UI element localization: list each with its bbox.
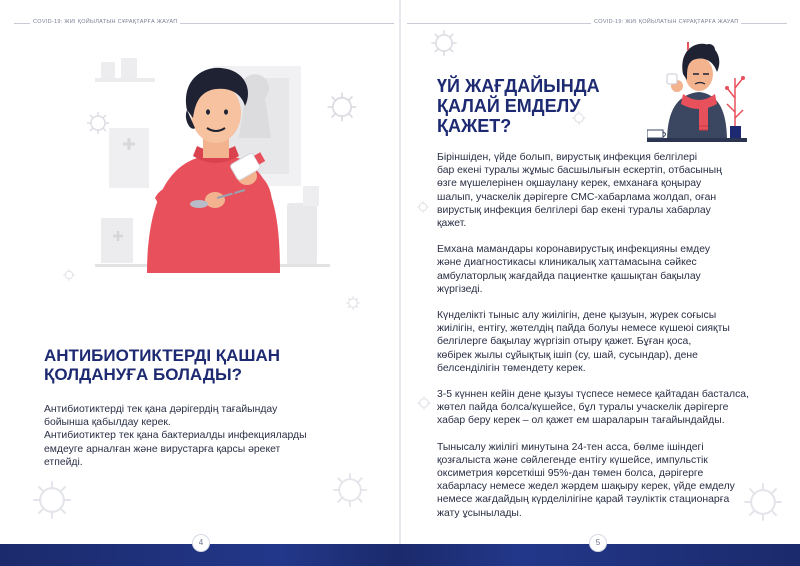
paragraph	[437, 243, 789, 296]
right-page	[401, 0, 800, 566]
text-line: немесе жағдайдың күрделілігіне қарай тәуліктік стационарға	[437, 494, 730, 506]
paragraph	[437, 441, 789, 520]
text-line: хабарласу немесе жедел жәрдем шақыру керек, үйде емделу	[437, 481, 735, 493]
text-line: жату ұсынылады.	[437, 507, 522, 519]
virus-icon	[345, 295, 361, 311]
page-number: 4	[193, 535, 209, 551]
paragraph	[437, 151, 789, 230]
heading-line: ҚАЖЕТ?	[437, 116, 512, 137]
footer-band	[0, 544, 800, 566]
text-line: Күнделікті тыныс алу жиілігін, дене қызуын, жүрек соғысы	[437, 310, 717, 322]
section-heading	[44, 346, 364, 384]
heading-line: ҮЙ ЖАҒДАЙЫНДА	[437, 76, 600, 96]
text-line: шалып, учаскелік дәрігерге СМС-хабарлама жолдап, оған	[437, 191, 717, 203]
text-line: белгілерге бақылау жүргізіп отыру қажет. Бұған қоса,	[437, 336, 692, 348]
page-number: 5	[590, 535, 606, 551]
heading-line: АНТИБИОТИКТЕРДІ ҚАШАН	[44, 346, 281, 365]
text-line: қажет.	[437, 218, 467, 230]
text-line: етпейді.	[44, 456, 83, 468]
body-paragraph	[44, 403, 374, 469]
running-header: COVID-19: ЖИІ ҚОЙЫЛАТЫН СҰРАҚТАРҒА ЖАУАП	[591, 19, 741, 25]
heading-line: ҚОЛДАНУҒА БОЛАДЫ?	[44, 365, 242, 385]
text-line: қозғалыста және сөйлегенде ентігу күшейсе, импульстік	[437, 454, 708, 466]
section-heading	[437, 76, 657, 136]
text-line: Біріншіден, үйде болып, вирустық инфекция белгілері	[437, 152, 698, 163]
text-line: емдеуге арналған және вирустарға қарсы әрекет	[44, 443, 281, 455]
heading-line: ҚАЛАЙ ЕМДЕЛУ	[437, 96, 581, 117]
woman-medicine-illustration	[95, 58, 335, 273]
text-line: Антибиотиктер тек қана бактериалды инфекцияларды	[44, 430, 307, 442]
virus-icon	[416, 200, 430, 214]
paragraph	[437, 309, 789, 375]
virus-icon	[416, 395, 432, 411]
text-line: Антибиотиктерді тек қана дәрігердің тағайындау	[44, 404, 278, 415]
virus-icon	[30, 478, 74, 522]
sick-woman-tea-illustration	[647, 38, 747, 142]
text-line: көбірек жылы сұйықтық ішіп (су, шай, сусындар), дене	[437, 349, 698, 361]
text-line: амбулаторлық жағдайда пациентке қашықтан бақылау	[437, 270, 701, 282]
text-line: Емхана мамандары коронавирустық инфекцияны емдеу	[437, 244, 711, 256]
virus-icon	[429, 28, 459, 58]
virus-icon	[62, 268, 76, 282]
body-text	[437, 151, 789, 533]
text-line: Тынысалу жиілігі минутына 24-тен асса, бөлме ішіндегі	[437, 441, 704, 453]
text-line: белсенділігін төмендету керек.	[437, 362, 586, 374]
text-line: және диагностикасы клиникалық хаттамасына сәйкес	[437, 257, 697, 269]
text-line: вирустық инфекция белгілері бар екені туралы хабарлау	[437, 204, 711, 216]
text-line: жиілігін, ентігу, жөтелдің пайда болуы немесе күшеюі сияқты	[437, 323, 730, 335]
text-line: хабар беру керек – ол қажет ем шараларын тағайындайды.	[437, 415, 725, 427]
text-line: жүргізеді.	[437, 283, 483, 295]
text-line: бойынша қабылдау керек.	[44, 417, 171, 429]
paragraph	[437, 388, 789, 428]
text-line: оксиметрия көрсеткіші 95%-дан төмен болса, дәрігерге	[437, 468, 704, 480]
text-line: өзге мүшелерінен оқшаулану керек, емханаға қоңырау	[437, 178, 702, 190]
virus-icon	[330, 470, 370, 510]
text-line: бар екені туралы жұмыс басшылығын ескертіп, отбасының	[437, 165, 722, 177]
text-line: 3-5 күннен кейін дене қызуы түспесе немесе қайтадан басталса,	[437, 389, 749, 401]
text-line: жөтел пайда болса/күшейсе, бұл туралы учаскелік дәрігерге	[437, 402, 729, 414]
running-header: COVID-19: ЖИІ ҚОЙЫЛАТЫН СҰРАҚТАРҒА ЖАУАП	[30, 19, 180, 25]
left-page	[0, 0, 399, 566]
